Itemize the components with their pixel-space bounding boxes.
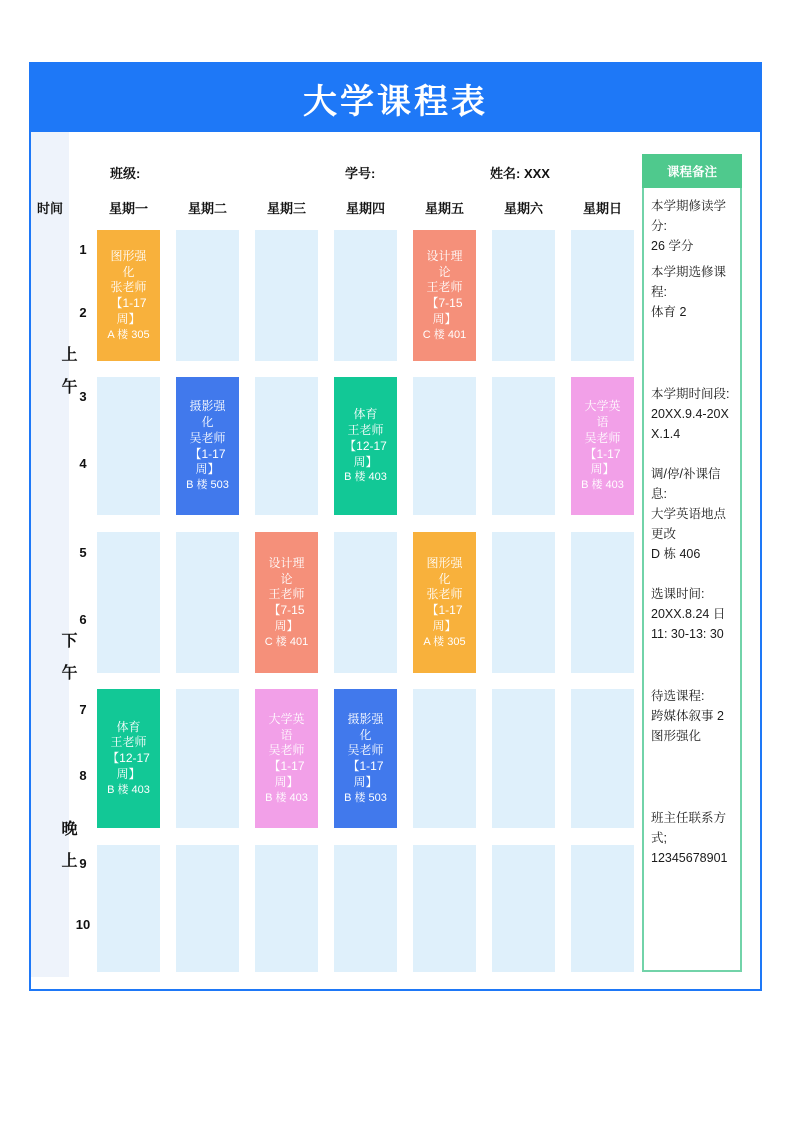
day-header-5: 星期五 (424, 201, 464, 216)
course-name: 大学英语 (584, 399, 621, 429)
empty-cell[interactable] (176, 532, 239, 673)
schedule-row-4 (69, 689, 634, 828)
day-header-2: 星期二 (187, 201, 227, 216)
note-value: 20XX.9.4-20XX.1.4 (651, 407, 729, 441)
empty-cell[interactable] (571, 532, 634, 673)
note-section-6 (651, 686, 733, 746)
empty-cell[interactable] (334, 845, 397, 972)
empty-cell[interactable] (334, 230, 397, 361)
student-name-label: 姓名: XXX (490, 166, 550, 181)
schedule-cells-row (97, 377, 634, 515)
course-name: 大学英语 (268, 711, 305, 742)
period-numbers (69, 845, 97, 972)
course-weeks: 【1-17周】 (426, 603, 463, 633)
course-room: C 楼 401 (264, 635, 309, 648)
note-value: D 栋 406 (651, 547, 701, 561)
schedule-cells-row (97, 230, 634, 361)
empty-cell[interactable] (571, 845, 634, 972)
note-value: 20XX.8.24 日 11: 30-13: 30 (651, 607, 726, 641)
note-value: 跨媒体叙事 2 (651, 709, 724, 723)
note-section-5 (651, 584, 733, 644)
period-numbers (69, 377, 97, 515)
course-teacher: 吴老师 (347, 743, 384, 758)
course-block[interactable] (176, 377, 239, 515)
course-teacher: 王老师 (347, 422, 384, 437)
empty-cell[interactable] (255, 230, 318, 361)
note-section-3 (651, 384, 733, 444)
empty-cell[interactable] (492, 845, 555, 972)
note-section-1 (651, 196, 733, 256)
empty-cell[interactable] (492, 689, 555, 828)
title-banner (31, 64, 760, 132)
morning-label: 上午 (59, 346, 76, 410)
course-room: A 楼 305 (107, 328, 150, 341)
period-number: 2 (79, 304, 87, 320)
period-number: 5 (79, 544, 87, 560)
course-name: 摄影强化 (189, 399, 226, 429)
course-block[interactable] (255, 689, 318, 828)
course-block[interactable] (334, 377, 397, 515)
course-teacher: 吴老师 (189, 430, 226, 445)
note-label: 本学期选修课程: (651, 265, 727, 299)
course-weeks: 【1-17周】 (110, 296, 147, 326)
note-section-7 (651, 808, 733, 868)
schedule-row-1 (69, 230, 634, 361)
course-weeks: 【1-17周】 (584, 446, 621, 477)
empty-cell[interactable] (492, 377, 555, 515)
course-teacher: 王老师 (268, 587, 305, 602)
empty-cell[interactable] (571, 689, 634, 828)
course-block[interactable] (413, 532, 476, 673)
day-header-row (97, 198, 634, 217)
period-numbers (69, 230, 97, 361)
course-block[interactable] (97, 230, 160, 361)
course-name: 体育 (353, 407, 378, 422)
course-block[interactable] (413, 230, 476, 361)
note-label: 本学期修读学分: (651, 199, 727, 233)
course-room: C 楼 401 (422, 328, 467, 341)
note-section-2 (651, 262, 733, 322)
course-weeks: 【12-17周】 (107, 751, 150, 782)
course-name: 摄影强化 (347, 711, 384, 742)
schedule-cells-row (97, 532, 634, 673)
day-header-7: 星期日 (582, 201, 622, 216)
empty-cell[interactable] (176, 689, 239, 828)
period-number: 1 (79, 241, 87, 257)
empty-cell[interactable] (97, 532, 160, 673)
note-value: 26 学分 (651, 239, 694, 253)
period-number: 7 (79, 701, 87, 717)
note-value: 图形强化 (651, 729, 702, 743)
course-weeks: 【7-15周】 (426, 296, 463, 326)
student-id-label: 学号: (345, 166, 376, 181)
schedule-cells-row (97, 845, 634, 972)
empty-cell[interactable] (176, 230, 239, 361)
day-header-4: 星期四 (345, 201, 385, 216)
note-label: 班主任联系方式; (651, 811, 727, 845)
empty-cell[interactable] (97, 377, 160, 515)
note-value: 体育 2 (651, 305, 687, 319)
note-label: 待选课程: (651, 689, 705, 703)
course-weeks: 【1-17周】 (189, 446, 226, 477)
note-label: 调/停/补课信息: (651, 467, 721, 501)
course-weeks: 【1-17周】 (347, 759, 384, 789)
afternoon-label: 下午 (59, 632, 76, 696)
course-name: 设计理论 (426, 248, 463, 279)
empty-cell[interactable] (413, 377, 476, 515)
page-title: 大学课程表 (303, 82, 488, 121)
schedule-row-3 (69, 532, 634, 673)
empty-cell[interactable] (334, 532, 397, 673)
note-label: 选课时间: (651, 587, 705, 601)
notes-sidebar (642, 154, 742, 972)
timetable-page (29, 62, 762, 991)
period-number: 9 (79, 856, 87, 872)
period-number: 8 (79, 768, 87, 784)
day-header-3: 星期三 (266, 201, 306, 216)
empty-cell[interactable] (571, 230, 634, 361)
course-block[interactable] (334, 689, 397, 828)
empty-cell[interactable] (255, 377, 318, 515)
empty-cell[interactable] (492, 532, 555, 673)
course-room: B 楼 403 (581, 479, 624, 492)
period-numbers (69, 689, 97, 828)
course-block[interactable] (571, 377, 634, 515)
schedule-row-2 (69, 377, 634, 515)
class-label: 班级: (110, 166, 141, 181)
notes-title-badge: 课程备注 (642, 154, 742, 188)
course-room: A 楼 305 (423, 635, 466, 648)
empty-cell[interactable] (413, 845, 476, 972)
course-name: 图形强化 (110, 248, 147, 279)
course-teacher: 吴老师 (584, 430, 621, 445)
course-weeks: 【7-15周】 (268, 603, 305, 633)
empty-cell[interactable] (97, 845, 160, 972)
course-teacher: 王老师 (426, 280, 463, 295)
schedule-cells-row (97, 689, 634, 828)
course-block[interactable] (97, 689, 160, 828)
evening-label: 晚上 (59, 820, 76, 884)
course-room: B 楼 503 (344, 791, 387, 804)
schedule-row-5 (69, 845, 634, 972)
course-name: 设计理论 (268, 555, 305, 586)
course-name: 体育 (116, 719, 141, 734)
course-weeks: 【1-17周】 (268, 759, 305, 789)
empty-cell[interactable] (176, 845, 239, 972)
day-header-1: 星期一 (108, 201, 148, 216)
note-value: 大学英语地点更改 (651, 507, 727, 541)
course-block[interactable] (255, 532, 318, 673)
time-header-label: 时间 (36, 201, 63, 216)
period-number: 10 (75, 917, 91, 933)
note-label: 本学期时间段: (651, 387, 730, 401)
course-teacher: 张老师 (426, 587, 463, 602)
notes-body (642, 188, 742, 972)
empty-cell[interactable] (255, 845, 318, 972)
period-number: 6 (79, 612, 87, 628)
course-weeks: 【12-17周】 (344, 438, 387, 469)
course-room: B 楼 403 (107, 783, 150, 796)
course-teacher: 吴老师 (268, 743, 305, 758)
course-teacher: 张老师 (110, 280, 147, 295)
empty-cell[interactable] (413, 689, 476, 828)
course-room: B 楼 403 (265, 791, 308, 804)
note-value: 12345678901 (651, 851, 728, 865)
empty-cell[interactable] (492, 230, 555, 361)
period-number: 4 (79, 455, 87, 471)
day-header-6: 星期六 (503, 201, 543, 216)
course-teacher: 王老师 (110, 735, 147, 750)
period-number: 3 (79, 389, 87, 405)
course-name: 图形强化 (426, 555, 463, 586)
course-room: B 楼 403 (344, 471, 387, 484)
period-numbers (69, 532, 97, 673)
course-room: B 楼 503 (186, 479, 229, 492)
note-section-4 (651, 464, 733, 564)
